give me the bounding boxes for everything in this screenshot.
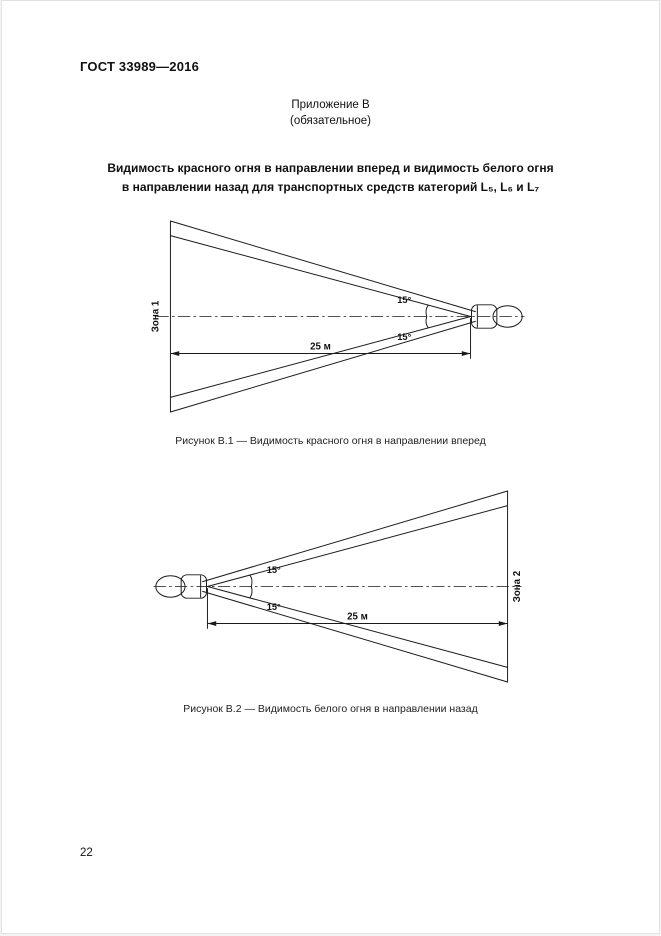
figure-b2-caption: Рисунок В.2 — Видимость белого огня в направлении назад	[183, 703, 478, 716]
zone1-cone	[156, 221, 523, 412]
angle-arc-bottom	[249, 587, 251, 598]
standard-number-header: ГОСТ 33989—2016	[80, 59, 199, 74]
angle-arc-bottom	[425, 317, 427, 328]
page-title	[80, 159, 581, 197]
inner-top-ray	[207, 506, 507, 587]
appendix-type: (обязательное)	[289, 114, 372, 127]
angle-arc-top	[249, 576, 251, 587]
document-page	[1, 0, 660, 934]
arrow-right	[498, 621, 507, 626]
appendix-heading	[80, 98, 581, 129]
inner-bottom-ray	[170, 317, 470, 398]
figure-b1-caption: Рисунок В.1 — Видимость красного огня в направлении вперед	[175, 435, 486, 448]
distance-label: 25 м	[346, 612, 368, 624]
outer-top-ray	[170, 221, 475, 312]
angle-top-label: 15°	[396, 295, 411, 306]
inner-top-ray	[170, 236, 470, 317]
page-title-line1: Видимость красного огня в направлении вперед и видимость белого огня	[107, 161, 554, 176]
arrow-right	[461, 351, 470, 356]
angle-arc-top	[425, 306, 427, 317]
figure-b2	[80, 489, 581, 715]
appendix-title: Приложение В	[291, 99, 370, 111]
zone2-cone	[153, 491, 520, 682]
outer-bottom-ray	[170, 322, 475, 413]
figure-b2-diagram	[149, 489, 529, 684]
inner-bottom-ray	[207, 587, 507, 668]
page-number: 22	[80, 847, 93, 859]
figure-b1-diagram	[149, 219, 529, 414]
angle-bottom-label: 15°	[396, 332, 411, 343]
zone2-label: Зона 2	[511, 571, 523, 603]
angle-bottom-label: 15°	[266, 602, 281, 613]
distance-label: 25 м	[309, 342, 331, 354]
outer-top-ray	[202, 491, 507, 582]
figure-b1	[80, 219, 581, 447]
arrow-left	[170, 351, 179, 356]
zone1-label: Зона 1	[150, 301, 162, 333]
page-title-line2: в направлении назад для транспортных средств категорий L₅, L₆ и L₇	[121, 180, 540, 195]
angle-top-label: 15°	[266, 565, 281, 576]
arrow-left	[207, 621, 216, 626]
outer-bottom-ray	[202, 592, 507, 683]
